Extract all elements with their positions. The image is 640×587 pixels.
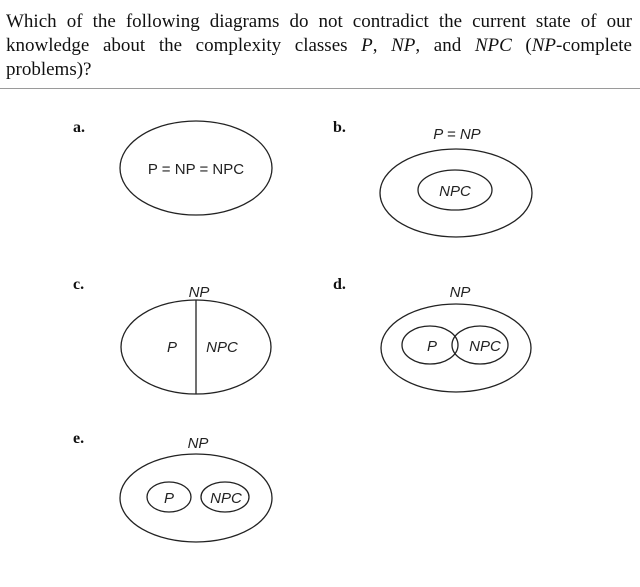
option-e-letter: e. bbox=[73, 430, 85, 447]
option-b-inner-label: NPC bbox=[439, 183, 471, 200]
option-e bbox=[73, 430, 272, 542]
option-c-letter: c. bbox=[73, 276, 85, 293]
option-e-left-label: P bbox=[163, 490, 175, 507]
option-a-letter: a. bbox=[73, 119, 85, 136]
class-np: NP bbox=[391, 35, 416, 56]
option-a-label: P = NP = NPC bbox=[147, 161, 245, 178]
option-d-outer-ellipse bbox=[381, 304, 531, 392]
question-lead: Which of the following diagrams do not contradict the current state of our knowledge about the complexity classes bbox=[6, 11, 632, 56]
option-b bbox=[333, 119, 532, 237]
class-p: P bbox=[361, 35, 373, 56]
option-b-outer-label: P = NP bbox=[433, 126, 481, 143]
separator: , bbox=[372, 35, 392, 56]
option-c bbox=[73, 276, 271, 394]
np-complete-suffix: -complete problems)? bbox=[6, 35, 632, 80]
option-c-outer-label: NP bbox=[188, 284, 210, 301]
option-c-right-label: NPC bbox=[206, 339, 238, 356]
option-d-left-label: P bbox=[426, 338, 438, 355]
option-c-left-label: P bbox=[166, 339, 178, 356]
option-d-letter: d. bbox=[333, 276, 346, 293]
option-a bbox=[73, 119, 272, 215]
option-e-outer-label: NP bbox=[187, 435, 209, 452]
option-d-outer-label: NP bbox=[449, 284, 471, 301]
option-d-right-label: NPC bbox=[469, 338, 501, 355]
option-e-right-label: NPC bbox=[210, 490, 242, 507]
option-d bbox=[333, 276, 531, 392]
option-b-letter: b. bbox=[333, 119, 346, 136]
separator: , and bbox=[415, 35, 475, 56]
class-npc: NPC bbox=[474, 35, 512, 56]
np-complete-prefix: NP bbox=[531, 35, 557, 56]
paren-open: ( bbox=[511, 35, 532, 56]
